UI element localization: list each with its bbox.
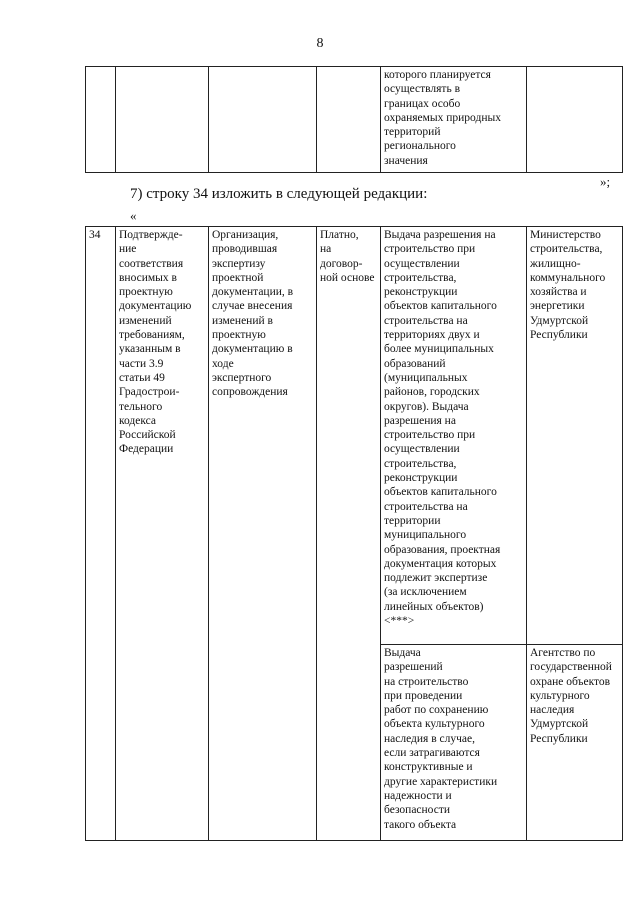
row-34-table	[85, 226, 623, 841]
page-number: 8	[316, 36, 324, 51]
cell-empty	[527, 67, 623, 173]
cell-empty	[116, 67, 209, 173]
cell-empty	[209, 67, 317, 173]
cell-empty	[317, 67, 381, 173]
previous-row-table	[85, 66, 623, 173]
cell-result-2: Выдача разрешений на строительство при проведении работ по сохранению объекта культурного наследия в случае, если затрагиваются конструктивные и другие характеристики надежности и безопасности такого объекта	[381, 645, 527, 841]
closing-quote: »;	[600, 174, 611, 189]
amendment-text: 7) строку 34 изложить в следующей редакции:	[130, 186, 428, 202]
cell-organization: Организация, проводившая экспертизу проектной документации, в случае внесения изменений в проектную документацию в ходе экспертного сопровождения	[209, 227, 317, 841]
cell-payment: Платно, на договор- ной основе	[317, 227, 381, 841]
cell-empty	[86, 67, 116, 173]
cell-authority-1: Министерство строительства, жилищно- коммунального хозяйства и энергетики Удмуртской Республики	[527, 227, 623, 645]
cell-authority-2: Агентство по государственной охране объектов культурного наследия Удмуртской Республики	[527, 645, 623, 841]
opening-quote: «	[130, 208, 137, 223]
table-row	[86, 227, 623, 645]
table-row	[86, 67, 623, 173]
cell-row-number: 34	[86, 227, 116, 841]
cell-result-continued: которого планируется осуществлять в границах особо охраняемых природных территорий регионального значения	[381, 67, 527, 173]
cell-service-name: Подтвержде- ние соответствия вносимых в проектную документацию изменений требованиям, указанным в части 3.9 статьи 49 Градострои- тельного кодекса Российской Федерации	[116, 227, 209, 841]
cell-result-1: Выдача разрешения на строительство при осуществлении строительства, реконструкции объектов капитального строительства на территориях двух и более муниципальных образований (муниципальных районов, городских округов). Выдача разрешения на строительство при осуществлении строительства, реконструкции объектов капитального строительства на территории муниципального образования, проектная документация которых подлежит экспертизе (за исключением линейных объектов) <***>	[381, 227, 527, 645]
